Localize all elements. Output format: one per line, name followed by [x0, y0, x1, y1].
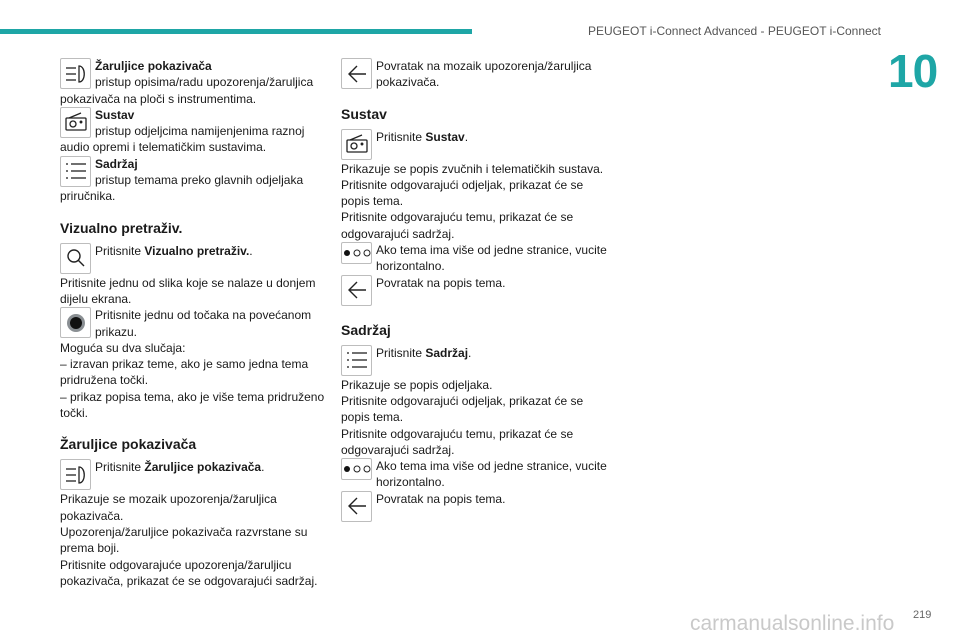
- magnifier-icon: [60, 243, 91, 274]
- system-title: Sustav: [95, 107, 135, 122]
- system-press: [341, 129, 609, 161]
- press-target: Sadržaj: [425, 345, 469, 360]
- press-prefix: Pritisnite: [95, 460, 145, 475]
- pagination-dots-icon: [341, 458, 372, 480]
- contents-text: pristup temama preko glavnih odjeljaka priručnika.: [60, 173, 304, 204]
- contents-title: Sadržaj: [95, 156, 138, 171]
- right-column: [341, 58, 609, 523]
- back-arrow-icon: [341, 491, 372, 522]
- list-icon: [60, 156, 91, 187]
- list-icon-2: [341, 345, 372, 376]
- pagination-dots-icon: [341, 242, 372, 264]
- contents-p1: Prikazuje se popis odjeljaka.: [341, 377, 493, 392]
- press-prefix: Pritisnite: [95, 243, 145, 258]
- system-back: [341, 275, 609, 307]
- system-back-text: Povratak na popis tema.: [376, 275, 506, 290]
- contents-entry: [60, 156, 328, 205]
- running-header: PEUGEOT i-Connect Advanced - PEUGEOT i-Connect: [588, 24, 882, 38]
- press-suffix: .: [249, 243, 253, 258]
- dot-text: Pritisnite jednu od točaka na povećanom prikazu.: [95, 308, 312, 339]
- system-swipe: [341, 242, 609, 275]
- warning-lamps-icon: [60, 58, 91, 89]
- system-p1: Prikazuje se popis zvučnih i telematičkih sustava.: [341, 161, 604, 176]
- warning-lamps-heading: Žaruljice pokazivača: [60, 436, 197, 453]
- system-text: pristup odjeljcima namijenjenima raznoj audio opremi i telematičkim sustavima.: [60, 124, 305, 155]
- contents-back-text: Povratak na popis tema.: [376, 491, 506, 506]
- press-suffix: .: [468, 345, 472, 360]
- press-target: Vizualno pretraživ.: [144, 243, 250, 258]
- contents-heading: Sadržaj: [341, 321, 391, 338]
- watermark: carmanualsonline.info: [690, 612, 895, 635]
- back-to-mosaic-text: Povratak na mozaik upozorenja/žaruljica pokazivača.: [376, 59, 592, 90]
- warning-lamps-icon-2: [60, 459, 91, 490]
- visual-search-p1: Pritisnite jednu od slika koje se nalaze u donjem dijelu ekrana.: [60, 275, 316, 306]
- visual-search-p2: Moguća su dva slučaja:: [60, 340, 186, 355]
- system-heading: Sustav: [341, 105, 387, 122]
- warning-lamps-text: pristup opisima/radu upozorenja/žaruljica pokazivača na ploči s instrumentima.: [60, 75, 314, 106]
- press-target: Sustav: [425, 129, 465, 144]
- contents-swipe: [341, 458, 609, 491]
- press-suffix: .: [261, 460, 265, 475]
- warning-lamps-p3: Pritisnite odgovarajuće upozorenja/žaruljicu pokazivača, prikazat će se odgovarajući sadržaj.: [60, 557, 318, 588]
- back-arrow-icon: [341, 275, 372, 306]
- contents-press: [341, 345, 609, 377]
- left-column: [60, 58, 328, 589]
- contents-back: [341, 491, 609, 523]
- warning-lamps-press: [60, 459, 328, 491]
- warning-lamps-entry: [60, 58, 328, 107]
- page-number: 219: [913, 609, 932, 621]
- visual-search-p3: – izravan prikaz teme, ako je samo jedna tema pridružena točki.: [60, 357, 309, 388]
- radio-icon-2: [341, 129, 372, 160]
- warning-lamps-title: Žaruljice pokazivača: [95, 59, 212, 73]
- visual-search-dot: [60, 307, 328, 340]
- press-target: Žaruljice pokazivača: [144, 460, 262, 475]
- visual-search-p4: – prikaz popisa tema, ako je više tema pridruženo točki.: [60, 389, 325, 421]
- system-swipe-text: Ako tema ima više od jedne stranice, vucite horizontalno.: [376, 243, 607, 274]
- warning-lamps-p2: Upozorenja/žaruljice pokazivača razvrstane su prema boji.: [60, 524, 308, 556]
- press-suffix: .: [464, 129, 469, 144]
- dot-icon: [60, 307, 91, 338]
- system-entry: [60, 107, 328, 156]
- warning-lamps-p1: Prikazuje se mozaik upozorenja/žaruljica pokazivača.: [60, 492, 277, 523]
- system-p2: Pritisnite odgovarajući odjeljak, prikazat će se popis tema.: [341, 177, 584, 209]
- press-prefix: Pritisnite: [376, 129, 426, 144]
- contents-p2: Pritisnite odgovarajući odjeljak, prikazat će se popis tema.: [341, 393, 584, 425]
- visual-search-press: [60, 243, 328, 275]
- contents-swipe-text: Ako tema ima više od jedne stranice, vucite horizontalno.: [376, 459, 607, 490]
- system-p3: Pritisnite odgovarajuću temu, prikazat će se odgovarajući sadržaj.: [341, 210, 574, 241]
- press-prefix: Pritisnite: [376, 345, 426, 360]
- chapter-number: 10: [888, 45, 938, 97]
- header-accent-bar: [0, 29, 472, 34]
- visual-search-heading: Vizualno pretraživ.: [60, 219, 183, 236]
- contents-p3: Pritisnite odgovarajuću temu, prikazat će se odgovarajući sadržaj.: [341, 426, 574, 457]
- back-arrow-icon: [341, 58, 372, 89]
- back-to-mosaic: [341, 58, 609, 91]
- radio-icon: [60, 107, 91, 138]
